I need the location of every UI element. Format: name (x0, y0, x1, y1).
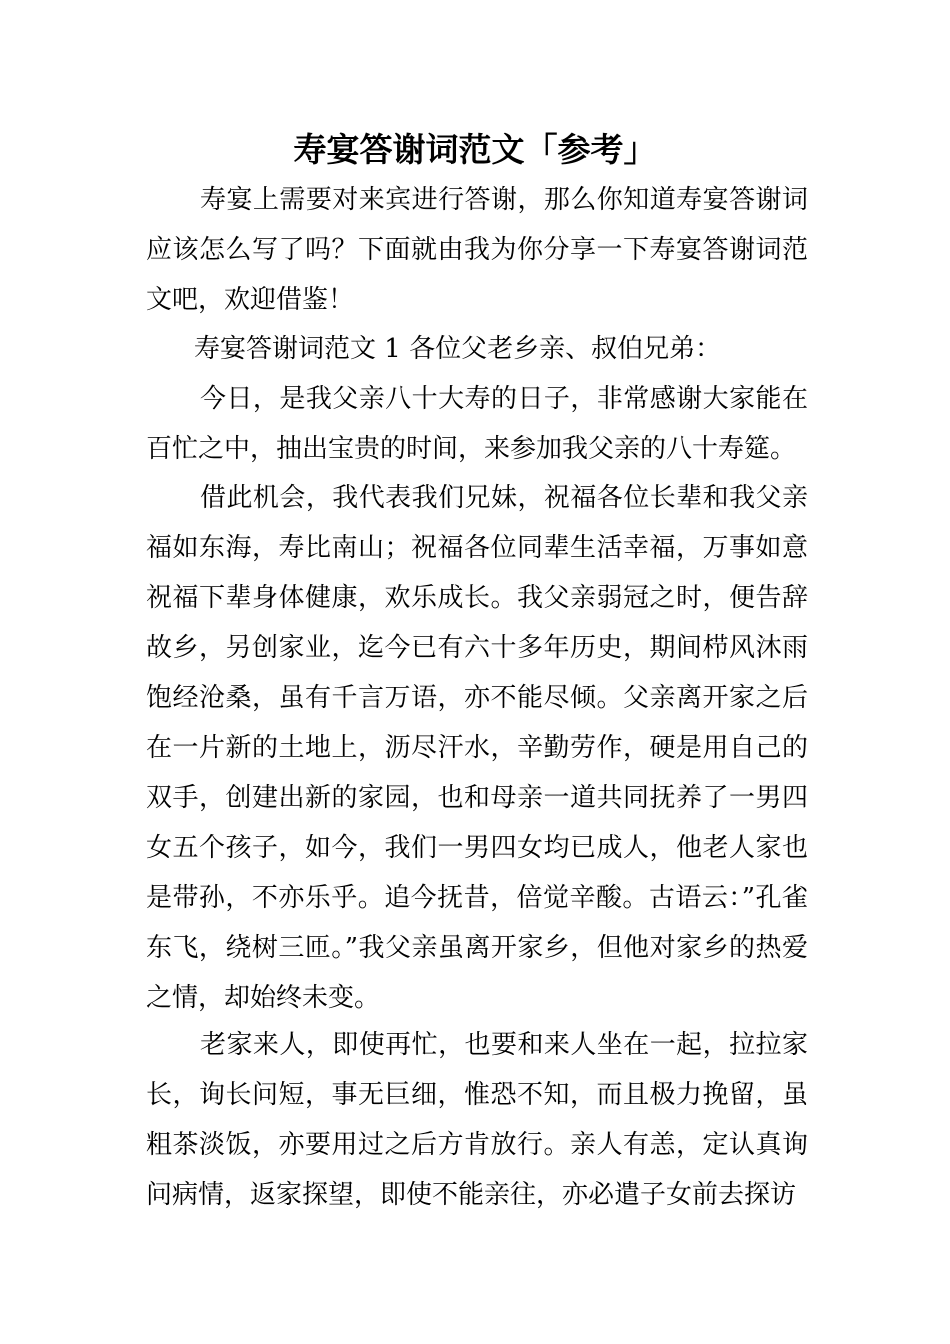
body-paragraph: 今日，是我父亲八十大寿的日子，非常感谢大家能在百忙之中，抽出宝贵的时间，来参加我父亲的八十寿筵。 (146, 384, 808, 464)
intro-paragraph: 寿宴上需要对来宾进行答谢，那么你知道寿宴答谢词应该怎么写了吗？下面就由我为你分享一下寿宴答谢词范文吧，欢迎借鉴！ (146, 185, 808, 315)
body-paragraph: 老家来人，即使再忙，也要和来人坐在一起，拉拉家长，询长问短，事无巨细，惟恐不知，而且极力挽留，虽粗茶淡饭，亦要用过之后方肯放行。亲人有恙，定认真询问病情，返家探望，即使不能亲往，亦必遣子女前去探访 (146, 1030, 808, 1210)
document-title: 寿宴答谢词范文「参考」 (293, 130, 657, 169)
body-paragraph: 借此机会，我代表我们兄妹，祝福各位长辈和我父亲福如东海，寿比南山；祝福各位同辈生活幸福，万事如意祝福下辈身体健康，欢乐成长。我父亲弱冠之时，便告辞故乡，另创家业，迄今已有六十多年历史，期间栉风沐雨饱经沧桑，虽有千言万语，亦不能尽倾。父亲离开家之后在一片新的土地上，沥尽汗水，辛勤劳作，硬是用自己的双手，创建出新的家园，也和母亲一道共同抚养了一男四女五个孩子，如今，我们一男四女均已成人，他老人家也是带孙，不亦乐乎。追今抚昔，倍觉辛酸。古语云：”孔雀东飞，绕树三匝。”我父亲虽离开家乡，但他对家乡的热爱之情，却始终未变。 (146, 483, 808, 1013)
section-heading-paragraph: 寿宴答谢词范文 1 各位父老乡亲、叔伯兄弟： (194, 334, 722, 364)
